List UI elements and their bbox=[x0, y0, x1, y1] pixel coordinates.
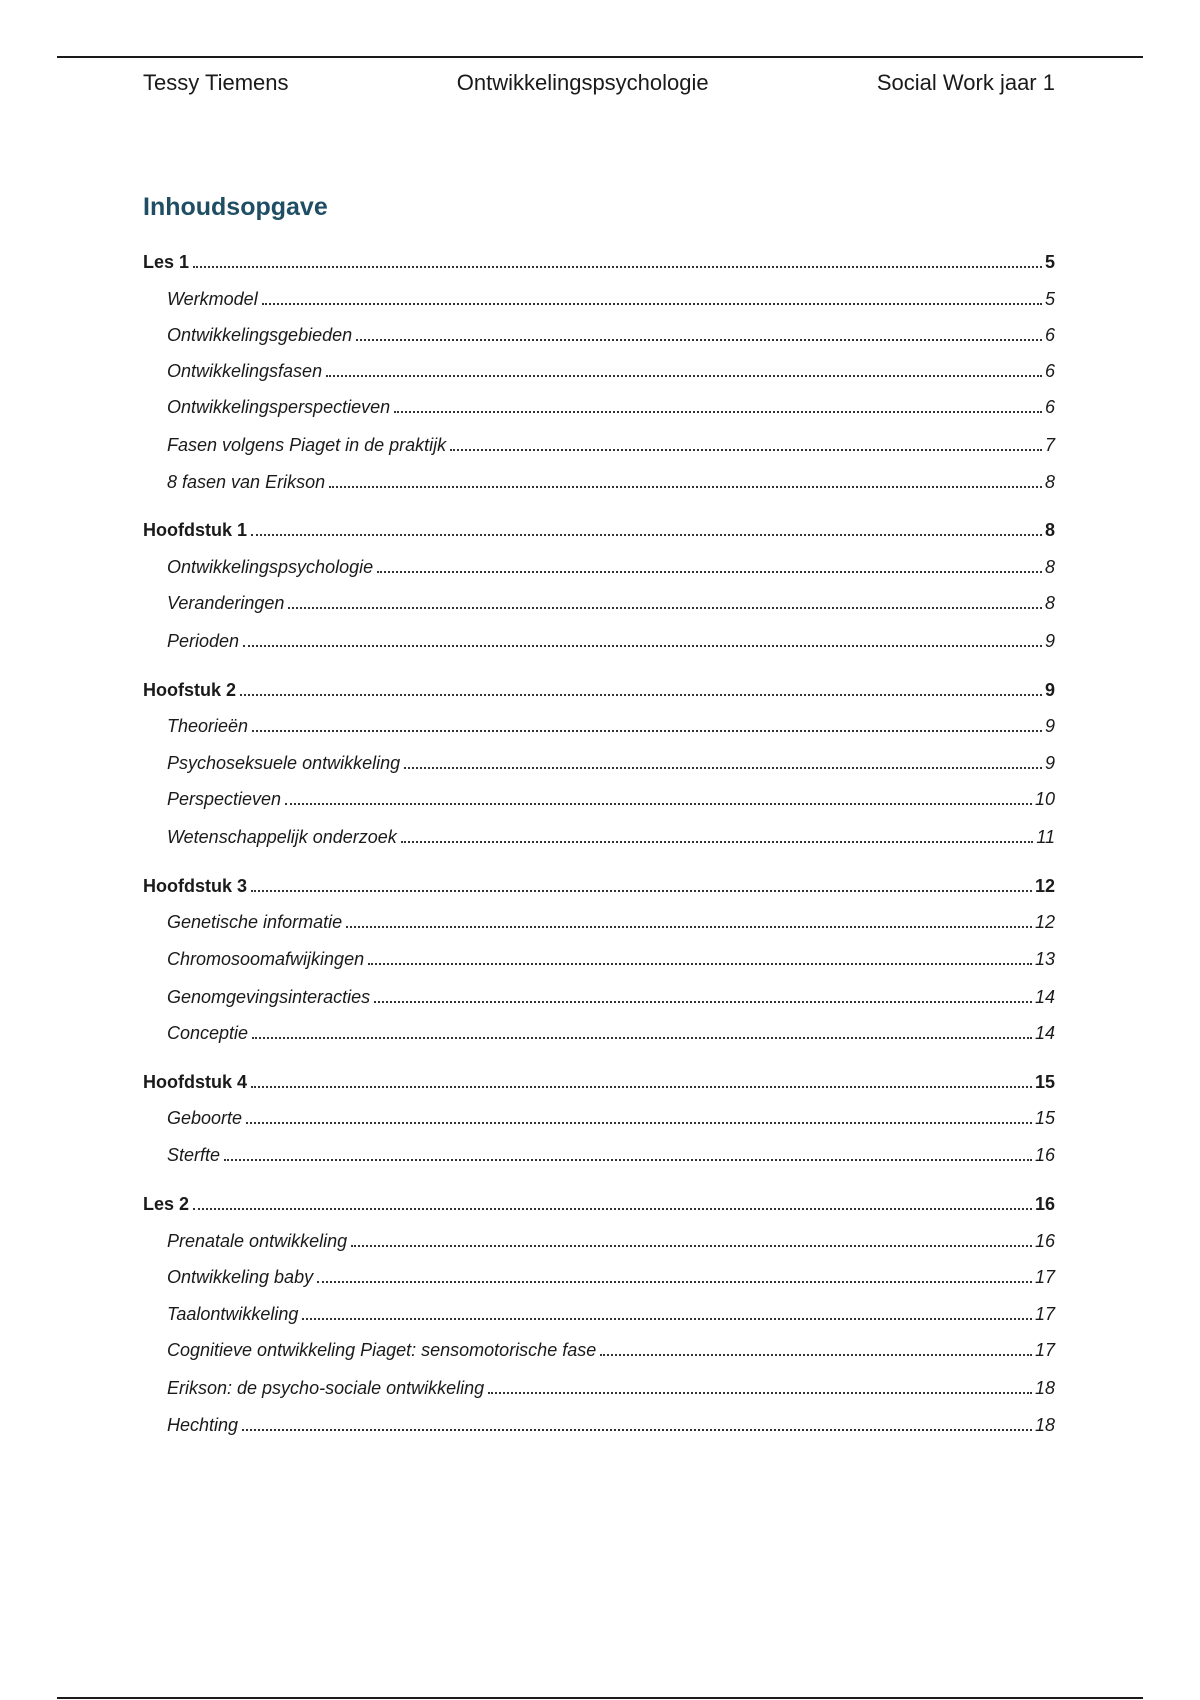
toc-section-entry[interactable] bbox=[167, 432, 1055, 456]
toc-entry-page: 16 bbox=[1034, 1231, 1055, 1251]
toc-section-entry[interactable] bbox=[167, 984, 1055, 1008]
toc-entry-page: 14 bbox=[1034, 987, 1055, 1007]
toc-section-entry[interactable] bbox=[167, 590, 1055, 614]
toc-entry-label: Cognitieve ontwikkeling Piaget: sensomotorische fase bbox=[167, 1340, 597, 1360]
toc-dot-leader bbox=[329, 486, 1042, 488]
toc-title: Inhoudsopgave bbox=[143, 193, 328, 221]
toc-entry-label: Ontwikkelingsgebieden bbox=[167, 325, 353, 345]
toc-entry-page: 11 bbox=[1036, 827, 1055, 847]
toc-entry-page: 6 bbox=[1044, 325, 1055, 345]
toc-section-entry[interactable] bbox=[167, 946, 1055, 970]
toc-chapter-entry[interactable] bbox=[143, 677, 1055, 701]
toc-entry-page: 8 bbox=[1044, 557, 1055, 577]
toc-section-entry[interactable] bbox=[167, 628, 1055, 652]
toc-dot-leader bbox=[401, 841, 1034, 843]
toc-section-entry[interactable] bbox=[167, 1105, 1055, 1129]
header-subject: Ontwikkelingspsychologie bbox=[456, 70, 709, 95]
toc-dot-leader bbox=[242, 1429, 1032, 1431]
toc-entry-page: 8 bbox=[1044, 520, 1055, 540]
toc-dot-leader bbox=[251, 890, 1032, 892]
toc-entry-label: Erikson: de psycho-sociale ontwikkeling bbox=[167, 1378, 485, 1398]
toc-entry-page: 12 bbox=[1034, 912, 1055, 932]
toc-entry-label: Hoofdstuk 4 bbox=[143, 1072, 248, 1092]
toc-entry-label: Ontwikkeling baby bbox=[167, 1267, 314, 1287]
page-header bbox=[143, 70, 1055, 96]
toc-section-entry[interactable] bbox=[167, 786, 1055, 810]
toc-dot-leader bbox=[450, 449, 1042, 451]
toc-dot-leader bbox=[246, 1122, 1032, 1124]
toc-dot-leader bbox=[326, 375, 1042, 377]
toc-entry-page: 9 bbox=[1044, 631, 1055, 651]
toc-entry-page: 12 bbox=[1034, 876, 1055, 896]
toc-entry-page: 5 bbox=[1044, 289, 1055, 309]
toc-dot-leader bbox=[317, 1281, 1032, 1283]
toc-entry-label: Ontwikkelingsperspectieven bbox=[167, 397, 391, 417]
toc-section-entry[interactable] bbox=[167, 1228, 1055, 1252]
toc-entry-label: Genomgevingsinteracties bbox=[167, 987, 371, 1007]
toc-dot-leader bbox=[243, 645, 1042, 647]
toc-dot-leader bbox=[288, 607, 1042, 609]
toc-entry-page: 9 bbox=[1044, 753, 1055, 773]
toc-entry-label: Hechting bbox=[167, 1415, 239, 1435]
toc-dot-leader bbox=[193, 1208, 1032, 1210]
toc-entry-page: 10 bbox=[1034, 789, 1055, 809]
toc-entry-label: Genetische informatie bbox=[167, 912, 343, 932]
toc-entry-page: 17 bbox=[1034, 1267, 1055, 1287]
toc-entry-page: 15 bbox=[1034, 1108, 1055, 1128]
toc-chapter-entry[interactable] bbox=[143, 249, 1055, 273]
toc-entry-label: Les 2 bbox=[143, 1194, 190, 1214]
toc-dot-leader bbox=[262, 303, 1042, 305]
toc-section-entry[interactable] bbox=[167, 358, 1055, 382]
toc-dot-leader bbox=[394, 411, 1042, 413]
toc-entry-page: 6 bbox=[1044, 361, 1055, 381]
toc-dot-leader bbox=[251, 534, 1042, 536]
toc-entry-page: 5 bbox=[1044, 252, 1055, 272]
footer-rule bbox=[57, 1697, 1143, 1699]
toc-entry-label: Psychoseksuele ontwikkeling bbox=[167, 753, 401, 773]
toc-dot-leader bbox=[404, 767, 1042, 769]
toc-dot-leader bbox=[193, 266, 1042, 268]
toc-dot-leader bbox=[224, 1159, 1032, 1161]
toc-section-entry[interactable] bbox=[167, 1301, 1055, 1325]
toc-section-entry[interactable] bbox=[167, 1264, 1055, 1288]
toc-chapter-entry[interactable] bbox=[143, 517, 1055, 541]
toc-entry-page: 9 bbox=[1044, 716, 1055, 736]
toc-entry-page: 15 bbox=[1034, 1072, 1055, 1092]
header-rule bbox=[57, 56, 1143, 58]
toc-section-entry[interactable] bbox=[167, 1020, 1055, 1044]
toc-entry-label: Chromosoomafwijkingen bbox=[167, 949, 365, 969]
toc-entry-label: Ontwikkelingspsychologie bbox=[167, 557, 374, 577]
toc-entry-label: Perioden bbox=[167, 631, 240, 651]
toc-section-entry[interactable] bbox=[167, 469, 1055, 493]
toc-entry-label: Perspectieven bbox=[167, 789, 282, 809]
toc-entry-page: 18 bbox=[1034, 1378, 1055, 1398]
toc-dot-leader bbox=[302, 1318, 1032, 1320]
toc-entry-label: Theorieën bbox=[167, 716, 249, 736]
toc-entry-label: Conceptie bbox=[167, 1023, 249, 1043]
toc-entry-label: Hoofdstuk 1 bbox=[143, 520, 248, 540]
toc-entry-page: 8 bbox=[1044, 593, 1055, 613]
toc-entry-page: 18 bbox=[1034, 1415, 1055, 1435]
toc-entry-page: 17 bbox=[1034, 1340, 1055, 1360]
toc-dot-leader bbox=[346, 926, 1032, 928]
toc-entry-label: Hoofstuk 2 bbox=[143, 680, 237, 700]
toc-section-entry[interactable] bbox=[167, 1142, 1055, 1166]
toc-section-entry[interactable] bbox=[167, 713, 1055, 737]
toc-section-entry[interactable] bbox=[167, 1337, 1055, 1361]
toc-entry-page: 13 bbox=[1034, 949, 1055, 969]
toc-entry-label: Les 1 bbox=[143, 252, 190, 272]
toc-dot-leader bbox=[356, 339, 1042, 341]
header-course: Social Work jaar 1 bbox=[876, 70, 1055, 95]
header-author: Tessy Tiemens bbox=[143, 70, 289, 95]
toc-entry-page: 8 bbox=[1044, 472, 1055, 492]
toc-entry-label: Geboorte bbox=[167, 1108, 243, 1128]
toc-dot-leader bbox=[252, 1037, 1032, 1039]
toc-dot-leader bbox=[600, 1354, 1032, 1356]
toc-dot-leader bbox=[252, 730, 1042, 732]
toc-entry-label: Sterfte bbox=[167, 1145, 221, 1165]
toc-dot-leader bbox=[251, 1086, 1032, 1088]
toc-entry-label: Werkmodel bbox=[167, 289, 258, 309]
toc-entry-page: 6 bbox=[1044, 397, 1055, 417]
toc-dot-leader bbox=[377, 571, 1042, 573]
toc-entry-label: Ontwikkelingsfasen bbox=[167, 361, 323, 381]
toc-section-entry[interactable] bbox=[167, 1412, 1055, 1436]
toc-section-entry[interactable] bbox=[167, 750, 1055, 774]
toc-entry-label: Taalontwikkeling bbox=[167, 1304, 299, 1324]
toc-section-entry[interactable] bbox=[167, 909, 1055, 933]
toc-entry-label: Wetenschappelijk onderzoek bbox=[167, 827, 397, 847]
toc-dot-leader bbox=[488, 1392, 1032, 1394]
toc-entry-page: 17 bbox=[1034, 1304, 1055, 1324]
toc-entry-label: Prenatale ontwikkeling bbox=[167, 1231, 348, 1251]
toc-entry-page: 9 bbox=[1044, 680, 1055, 700]
toc-entry-label: Hoofdstuk 3 bbox=[143, 876, 248, 896]
toc-chapter-entry[interactable] bbox=[143, 873, 1055, 897]
toc-section-entry[interactable] bbox=[167, 394, 1055, 418]
toc-dot-leader bbox=[374, 1001, 1032, 1003]
toc-dot-leader bbox=[351, 1245, 1032, 1247]
toc-entry-page: 16 bbox=[1034, 1145, 1055, 1165]
toc-section-entry[interactable] bbox=[167, 1375, 1055, 1399]
toc-chapter-entry[interactable] bbox=[143, 1191, 1055, 1215]
toc-entry-label: Fasen volgens Piaget in de praktijk bbox=[167, 435, 447, 455]
toc-entry-page: 16 bbox=[1034, 1194, 1055, 1214]
toc-entry-page: 14 bbox=[1034, 1023, 1055, 1043]
toc-dot-leader bbox=[368, 963, 1032, 965]
toc-dot-leader bbox=[285, 803, 1032, 805]
toc-chapter-entry[interactable] bbox=[143, 1069, 1055, 1093]
toc-section-entry[interactable] bbox=[167, 824, 1055, 848]
toc-section-entry[interactable] bbox=[167, 322, 1055, 346]
toc-entry-page: 7 bbox=[1044, 435, 1055, 455]
toc-entry-label: 8 fasen van Erikson bbox=[167, 472, 326, 492]
toc-section-entry[interactable] bbox=[167, 554, 1055, 578]
toc-entry-label: Veranderingen bbox=[167, 593, 285, 613]
toc-section-entry[interactable] bbox=[167, 286, 1055, 310]
toc-dot-leader bbox=[240, 694, 1042, 696]
